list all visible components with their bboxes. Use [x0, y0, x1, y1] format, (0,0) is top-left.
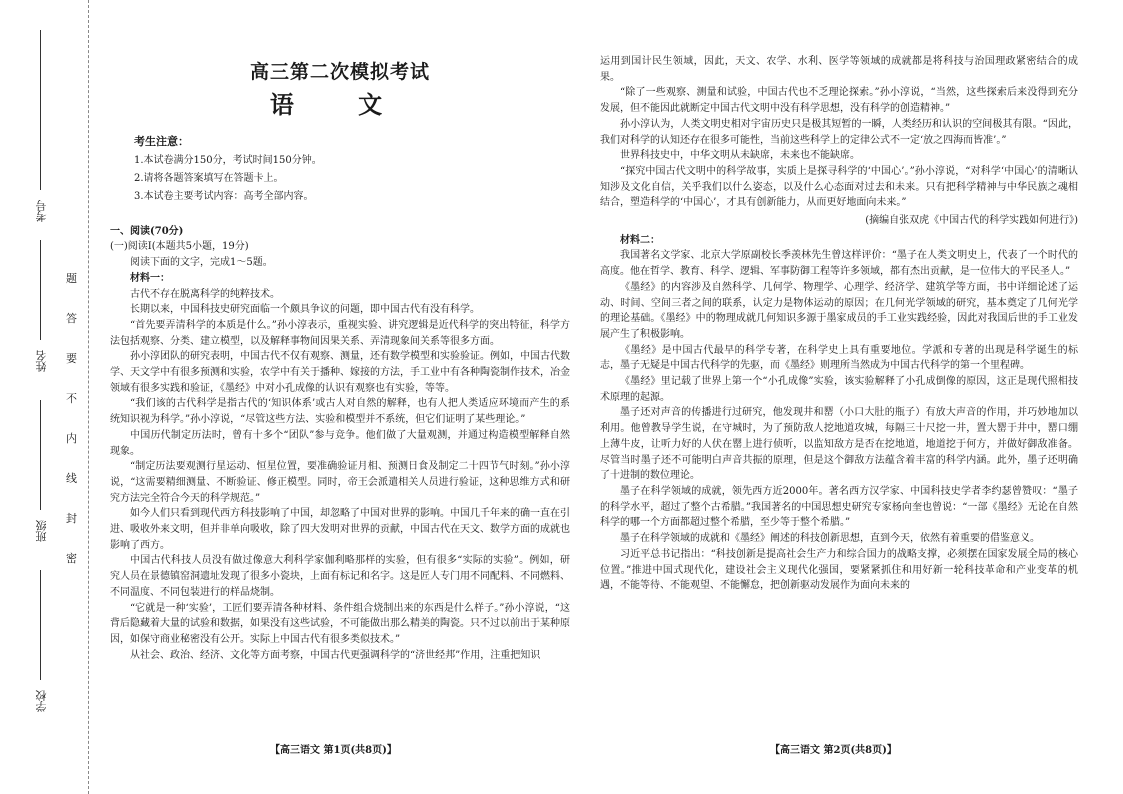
seal-line-char: 内	[66, 432, 77, 445]
body-paragraph: “首先要弄清科学的本质是什么。”孙小淳表示，重视实验、讲究逻辑是近代科学的突出特征，科学方法包括观察、分类、建立模型，以及解释事物间因果关系、弄清现象间关系等很多方面。	[110, 319, 570, 347]
school-label: 学校	[35, 690, 48, 712]
exam-number-line	[40, 30, 41, 190]
school-line	[40, 570, 41, 680]
binding-margin	[0, 0, 89, 794]
seal-line-char: 不	[66, 392, 77, 405]
body-paragraph: 中国古代科技人员没有做过像意大利科学家伽利略那样的实验，但有很多“实际的实验”。例如，研究人员在景德镇窑洞遗址发现了很多小瓷块，上面有标记和名字。这是匠人专门用不同配料、不同燃料、不同温度、不同包装进行的样品烧制。	[110, 555, 570, 598]
class-line	[40, 400, 41, 510]
body-paragraph: 《墨经》是中国古代最早的科学专著，在科学史上具有重要地位。学派和专著的出现是科学诞生的标志，墨子无疑是中国古代科学的先驱，而《墨经》则理所当然成为中国古代科学的第一个里程碑。	[600, 344, 1078, 372]
reading-instruction: 阅读下面的文字，完成1～5题。	[130, 257, 273, 269]
body-paragraph: 运用到国计民生领域，因此，天文、农学、水利、医学等领域的成就都是将科技与治国理政紧密结合的成果。	[600, 56, 1078, 83]
exam-title: 高三第二次模拟考试	[249, 61, 430, 83]
body-paragraph: “它就是一种‘实验’，工匠们要弄清各种材料、条件组合烧制出来的东西是什么样子。”孙小淳说，“这背后隐藏着大量的试验和数据，如果没有这些试验，不可能做出那么精美的陶瓷。只不过以前出于某种原因，如保守商业秘密没有公开。实际上中国古代有很多类似技术。”	[110, 602, 570, 645]
left-page	[110, 0, 570, 794]
body-paragraph: 世界科技史中，中华文明从未缺席，未来也不能缺席。	[620, 150, 860, 162]
body-paragraph: 墨子在科学领域的成就和《墨经》阐述的科技创新思想，直到今天，依然有着重要的借鉴意义。	[620, 533, 1040, 545]
subject-title: 语 文	[269, 90, 411, 119]
candidate-notice	[110, 134, 570, 206]
seal-line-char: 密	[66, 552, 77, 565]
section-heading: 一、阅读(70分)	[110, 225, 184, 237]
body-paragraph: “制定历法要观测行星运动、恒星位置，要准确验证月相、预测日食及制定二十四节气时刻。”孙小淳说，“这需要精细测量、不断验证、修正模型。同时，帝王会派遣相关人员进行验证，这种思维方式和研究方法完全符合今天的科学规范。”	[110, 461, 570, 504]
body-paragraph: “除了一些观察、测量和试验，中国古代也不乏理论探索。”孙小淳说，“当然，这些探索后来没得到充分发展，但不能因此就断定中国古代文明中没有科学思想，没有科学的创造精神。”	[600, 87, 1078, 115]
notice-item: 1.本试卷满分150分，考试时间150分钟。	[134, 154, 322, 166]
seal-line-char: 线	[66, 472, 77, 485]
right-page	[600, 0, 1078, 794]
exam-number-label: 考号	[35, 200, 48, 222]
material-2-label: 材料二：	[620, 234, 660, 246]
page-footer: 【高三语文 第2页(共8页)】	[770, 745, 897, 756]
body-paragraph: 墨子还对声音的传播进行过研究，他发现井和罂（小口大肚的瓶子）有放大声音的作用，并巧妙地加以利用。他曾教导学生说，在守城时，为了预防敌人挖地道攻城，每隔三十尺挖一井，置大罂于井中，罂口绷上薄牛皮，让听力好的人伏在罂上进行侦听，以监知敌方是否在挖地道，地道挖于何方，并做好御敌准备。尽管当时墨子还不可能明白声音共振的原理，但是这个御敌方法蕴含着丰富的科学内涵。此外，墨子还明确了十进制的数位理论。	[600, 407, 1078, 482]
body-paragraph: 孙小淳认为，人类文明史相对宇宙历史只是极其短暂的一瞬，人类经历和认识的空间极其有限。“因此，我们对科学的认知还存在很多可能性，当前这些科学上的定律公式不一定‘放之四海而皆准’。”	[600, 118, 1078, 146]
body-paragraph: “我们该的古代科学是指古代的‘知识体系’或古人对自然的解释，也有人把人类适应环境而产生的系统知识视为科学。”孙小淳说，“尽管这些方法、实验和模型并不系统，但它们证明了某些理论。”	[110, 398, 570, 426]
seal-line-char: 要	[66, 352, 77, 365]
notice-item: 3.本试卷主要考试内容：高考全部内容。	[134, 190, 314, 202]
seal-line-char: 答	[66, 312, 77, 325]
seal-line-char: 封	[66, 512, 77, 525]
seal-line-char: 题	[66, 272, 77, 285]
body-paragraph: 《墨经》的内容涉及自然科学、几何学、物理学、心理学、经济学、建筑学等方面，书中详细论述了运动、时间、空间三者之间的联系，认定力是物体运动的原因；在几何光学领域的研究，基本奠定了几何光学的理论基础。《墨经》中的物理成就几何知识多源于墨家成员的手工业实践经验，因此对我国后世的手工业发展产生了积极影响。	[600, 281, 1078, 340]
body-paragraph: 中国历代制定历法时，曾有十多个“团队”参与竞争。他们做了大量观测，并通过构造模型解释自然现象。	[110, 429, 570, 457]
body-paragraph: 习近平总书记指出：“科技创新是提高社会生产力和综合国力的战略支撑，必须摆在国家发展全局的核心位置。”推进中国式现代化，建设社会主义现代化强国，要紧紧抓住和用好新一轮科技革命和产业变革的机遇，不能等待、不能观望、不能懈怠，把创新驱动发展作为面向未来的	[600, 548, 1078, 592]
body-paragraph: 长期以来，中国科技史研究面临一个颇具争议的问题，即中国古代有没有科学。	[130, 304, 480, 316]
body-paragraph: 我国著名文学家、北京大学原副校长季羡林先生曾这样评价：“墨子在人类文明史上，代表了一个时代的高度。他在哲学、教育、科学、逻辑、军事防御工程等许多领域，都有杰出贡献，是一位伟大的平民圣人。”	[600, 250, 1078, 278]
body-paragraph: 从社会、政治、经济、文化等方面考察，中国古代更强调科学的“济世经邦”作用，注重把知识	[130, 649, 541, 661]
body-paragraph: 孙小淳团队的研究表明，中国古代不仅有观察、测量，还有数学模型和实验验证。例如，中国古代数学、天文学中有很多预测和实验，农学中有关于播种、嫁接的方法，手工业中有各种陶瓷制作技术，冶金领域有很多实践和验证，《墨经》中对小孔成像的认识有观察也有实验，等等。	[110, 351, 570, 394]
name-line	[40, 240, 41, 340]
material-1-label: 材料一：	[130, 272, 170, 284]
body-paragraph: 如今人们只看到现代西方科技影响了中国，却忽略了中国对世界的影响。中国几千年来的确一直在引进、吸收外来文明，但并非单向吸收，除了四大发明对世界的贡献，中国古代在天文、数学方面的成就也影响了西方。	[110, 508, 570, 551]
body-paragraph: 《墨经》里记载了世界上第一个“小孔成像”实验，该实验解释了小孔成倒像的原因，这正是现代照相技术原理的起源。	[600, 376, 1078, 403]
notice-item: 2.请将各题答案填写在答题卡上。	[134, 172, 284, 184]
notice-heading: 考生注意：	[134, 135, 189, 148]
name-label: 姓名	[35, 350, 48, 372]
page-footer: 【高三语文 第1页(共8页)】	[270, 745, 397, 756]
body-paragraph: 墨子在科学领域的成就，领先西方近2000年。著名西方汉学家、中国科技史学者李约瑟曾赞叹：“墨子的科学水平，超过了整个古希腊。”我国著名的中国思想史研究专家杨向奎也曾说：“一部《墨经》无论在自然科学的哪一个方面都超过整个希腊，至少等于整个希腊。”	[600, 485, 1078, 529]
body-paragraph: 古代不存在脱离科学的纯粹技术。	[130, 288, 280, 300]
body-paragraph: “探究中国古代文明中的科学故事，实质上是探寻科学的‘中国心’。”孙小淳说，“对科学‘中国心’的清晰认知涉及文化自信，关乎我们以什么姿态，以及什么心态面对过去和未来。只有把科学精神与中华民族之魂相结合，塑造科学的‘中国心’，才具有创新能力，从而更好地面向未来。”	[600, 165, 1078, 209]
source-citation: (摘编自张双虎《中国古代的科学实践如何进行》)	[865, 215, 1078, 227]
sub-section-heading: (一)阅读Ⅰ(本题共5小题，19分)	[110, 241, 249, 253]
class-label: 班级	[35, 520, 48, 542]
